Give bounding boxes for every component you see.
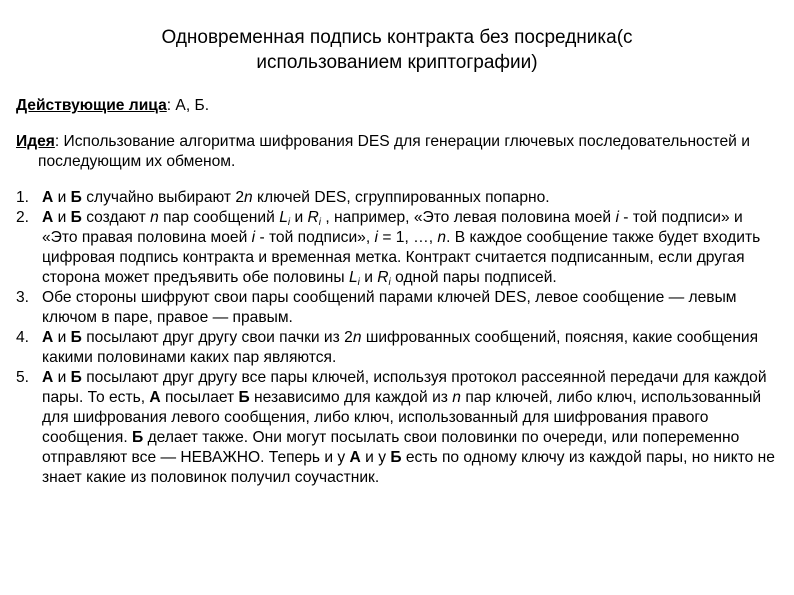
list-item [16,188,782,208]
party-a: А [42,329,54,346]
actors-text: : А, Б. [166,97,210,114]
party-a: А [42,189,54,206]
text-run: и [53,189,71,206]
list-item [16,368,782,488]
spacer [16,172,782,188]
text-run: Обе стороны шифруют свои пары сообщений парами ключей DES, левое сообщение — левым ключом в паре, правое — правым. [42,289,737,326]
var-r: R [307,209,319,226]
party-b: Б [70,189,82,206]
list-item [16,208,782,288]
party-b: Б [70,209,82,226]
var-i: i [357,277,360,288]
text-run: пар сообщений [158,209,280,226]
var-i: i [287,217,291,228]
slide-body [16,96,782,488]
text-run: и [53,209,71,226]
text-run: независимо для каждой из [249,389,453,406]
party-b: Б [390,449,402,466]
step-number: 4. [16,329,30,346]
step-number: 1. [16,189,30,206]
var-l: L [348,269,358,286]
idea-paragraph [16,132,782,172]
party-b: Б [132,429,144,446]
text-run: = 1, …, [378,229,438,246]
var-n: n [352,329,362,346]
text-run: случайно выбирают 2 [81,189,245,206]
text-run: и [53,329,71,346]
step-number: 3. [16,289,30,306]
party-b: Б [238,389,250,406]
list-item [16,288,782,328]
text-run: и у [360,449,391,466]
text-run: . В каждое сообщение также будет входить цифровая подпись контракта и временная метка. Контракт считается подписанным, если другая сторона может предъявить обе половины [42,229,761,286]
party-a: А [42,369,54,386]
text-run: есть по одному ключу из каждой пары, но никто не знает какие из половинок получил соучастник. [42,449,775,486]
text-run: одной пары подписей. [390,269,557,286]
idea-text: : Использование алгоритма шифрования DES для генерации глючевых последовательностей и последующим их обменом. [38,133,750,170]
var-i: i [374,229,378,246]
spacer [16,116,782,132]
title-line-1: Одновременная подпись контракта без посредника(с [161,27,633,48]
text-run: и [53,369,71,386]
party-b: Б [70,329,82,346]
step-number: 2. [16,209,30,226]
text-run: , например, «Это левая половина моей [321,209,616,226]
text-run: и [290,209,308,226]
steps-list [16,188,782,488]
title-line-2: использованием криптографии) [256,52,538,73]
var-n: n [244,189,253,206]
text-run: пар ключей, либо ключ, использованный для шифрования левого сообщения, либо ключ, использованный для шифрования правого сообщения. [42,389,762,446]
party-a: А [349,449,361,466]
var-n: n [437,229,447,246]
text-run: посылают друг другу все пары ключей, используя протокол рассеянной передачи для каждой пары. То есть, [42,369,767,406]
text-run: посылают друг другу свои пачки из 2 [81,329,353,346]
list-item [16,328,782,368]
slide-title [90,25,704,75]
party-a: А [42,209,54,226]
text-run: и [359,269,378,286]
var-i: i [251,229,256,246]
party-a: А [149,389,161,406]
var-i: i [318,217,321,228]
actors-paragraph [16,96,782,116]
text-run: ключей DES, сгруппированных попарно. [252,189,550,206]
text-run: шифрованных сообщений, поясняя, какие сообщения какими половинами каких пар являются. [42,329,759,366]
text-run: делает также. Они могут посылать свои половинки по очереди, или попеременно отправляют все — НЕВАЖНО. Теперь и у [42,429,740,466]
text-run: создают [81,209,151,226]
step-number: 5. [16,369,30,386]
var-l: L [279,209,288,226]
actors-label: Действующие лица [16,97,167,114]
var-r: R [377,269,389,286]
text-run: посылает [160,389,239,406]
var-n: n [150,209,159,226]
var-i: i [615,209,619,226]
var-n: n [452,389,461,406]
idea-label: Идея [16,133,55,150]
var-i: i [388,277,391,288]
party-b: Б [70,369,82,386]
text-run: - той подписи» и «Это правая половина моей [42,209,743,246]
text-run: - той подписи», [255,229,375,246]
